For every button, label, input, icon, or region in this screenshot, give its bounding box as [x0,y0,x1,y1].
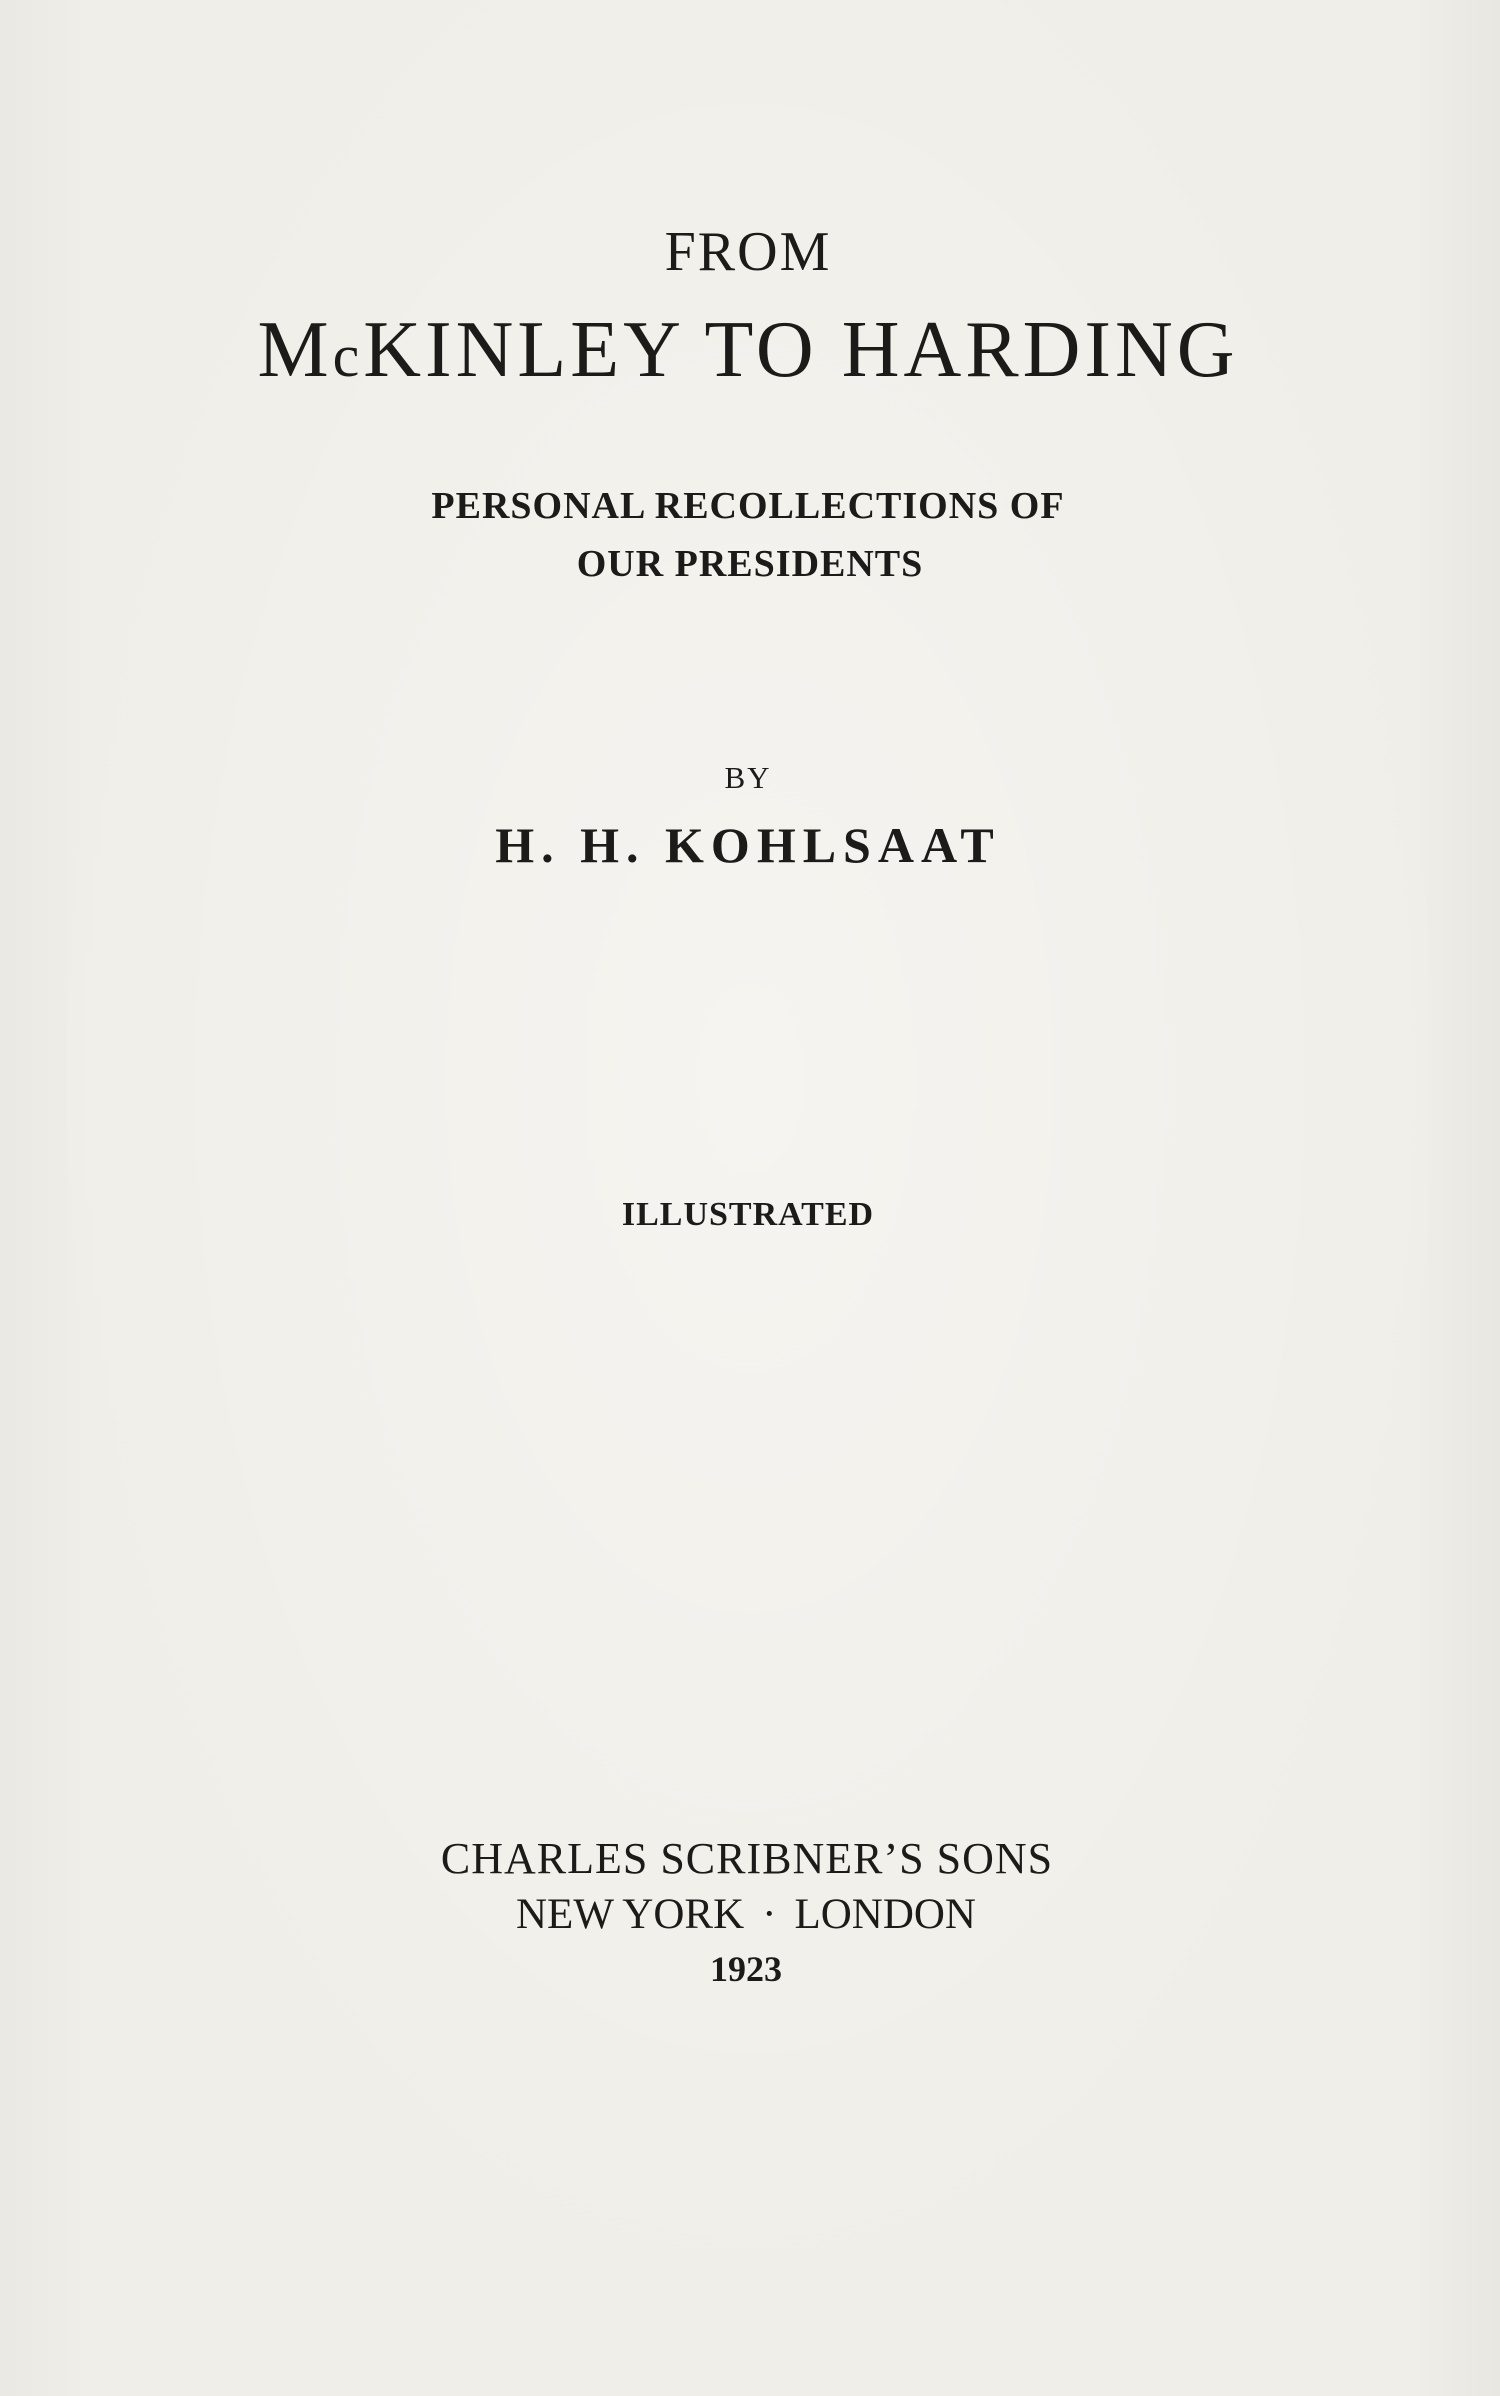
city-london: LONDON [794,1891,976,1938]
title-rest: KINLEY TO HARDING [363,306,1239,394]
publisher-location [0,1890,1496,1939]
pre-title: FROM [664,221,832,283]
by-label: BY [724,760,772,795]
publisher-name: CHARLES SCRIBNER’S SONS [440,1834,1054,1883]
subtitle-line-1: PERSONAL RECOLLECTIONS OF [431,485,1065,527]
publication-year: 1923 [710,1949,782,1989]
author-name: H. H. KOHLSAAT [495,817,1001,873]
title-prefix-small: c [332,323,364,389]
illustrated-label: ILLUSTRATED [621,1196,875,1233]
city-separator: · [762,1891,777,1938]
city-new-york: NEW YORK [516,1891,745,1938]
book-title [0,305,1498,396]
title-prefix: M [257,306,333,394]
subtitle-line-2: OUR PRESIDENTS [576,543,924,585]
